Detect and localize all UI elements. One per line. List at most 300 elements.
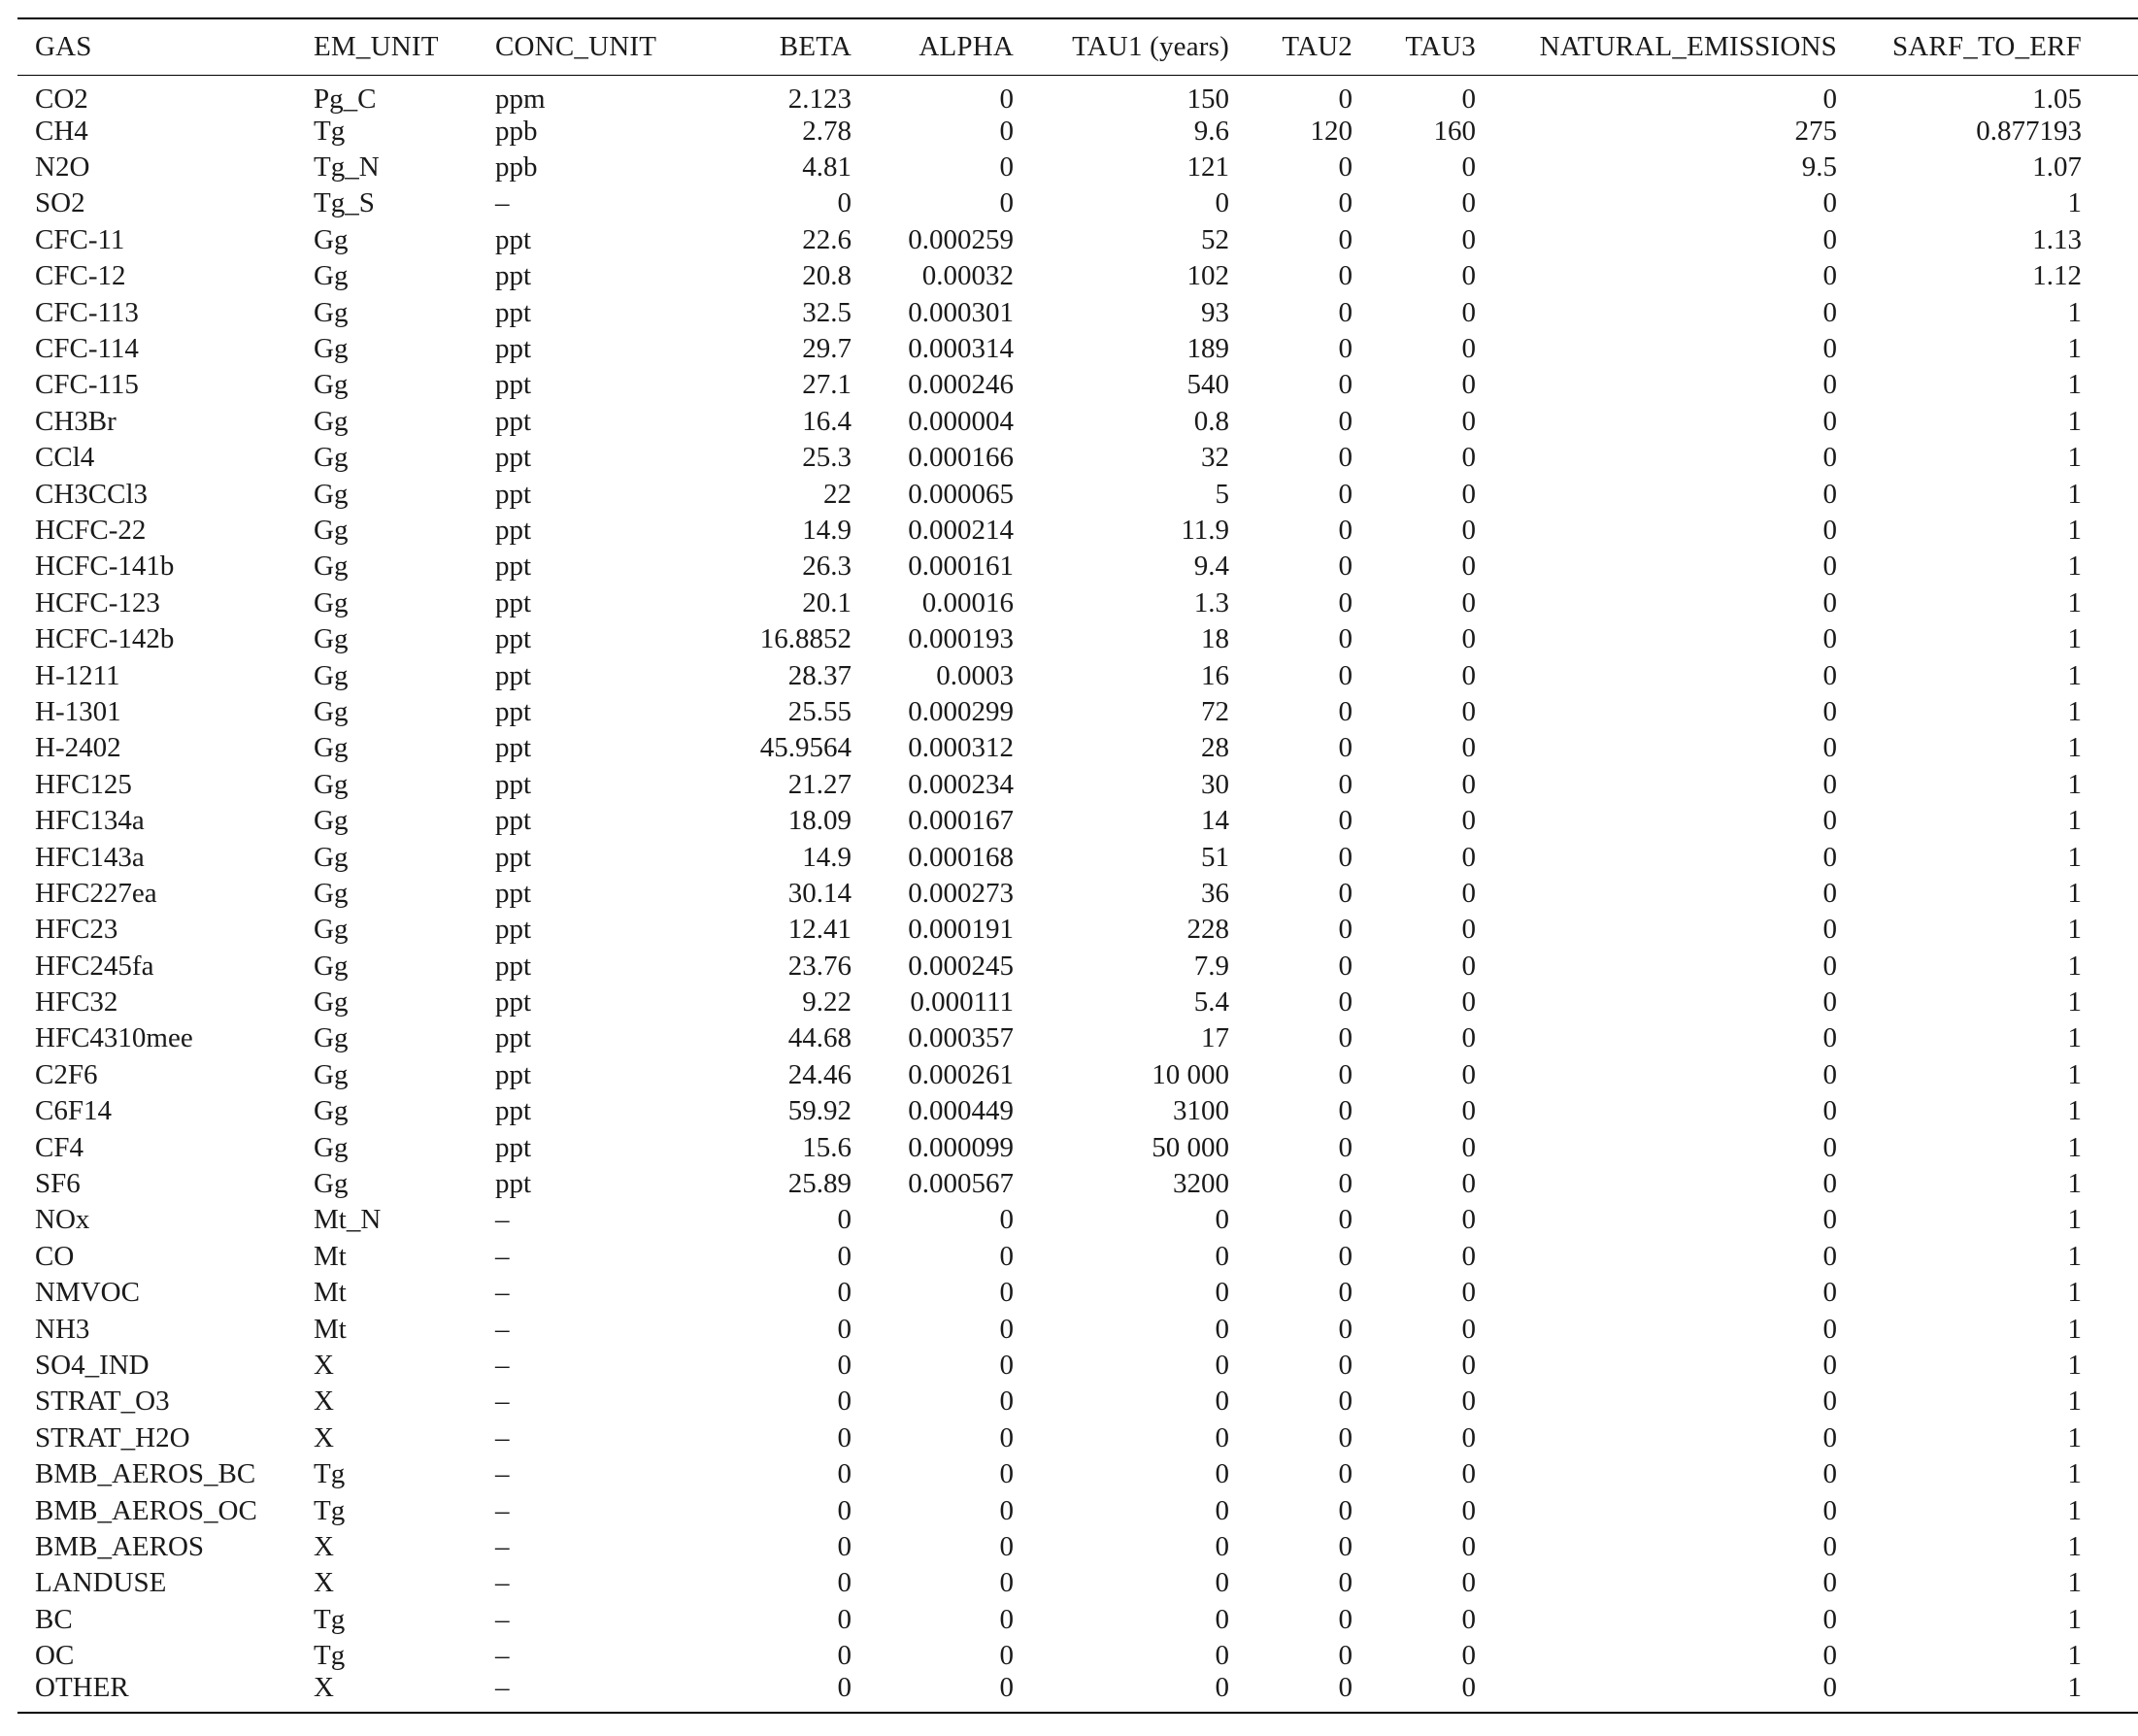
table-cell-natural-emissions: 0 [1822,623,1837,655]
table-cell-sarf-to-erf: 1 [2067,1385,2082,1418]
table-row [17,1202,2138,1238]
table-cell-tau1: 5.4 [1193,986,1229,1018]
table-cell-alpha: 0.000449 [908,1095,1014,1127]
table-cell-tau3: 0 [1461,659,1476,691]
table-row [17,185,2138,221]
table-cell-conc-unit: ppt [495,1131,532,1163]
table-cell-tau1: 14 [1201,805,1229,837]
table-cell-em-unit: Gg [314,732,349,764]
table-cell-tau1: 52 [1201,223,1229,255]
table-cell-natural-emissions: 0 [1822,1095,1837,1127]
table-cell-tau1: 5 [1215,478,1229,510]
table-cell-conc-unit: ppt [495,986,532,1018]
table-row [17,1602,2138,1638]
table-cell-beta: 0 [837,1530,852,1562]
table-cell-beta: 0 [837,1640,852,1672]
table-cell-tau2: 0 [1338,659,1353,691]
table-cell-tau1: 121 [1186,151,1229,184]
table-cell-tau3: 0 [1461,586,1476,618]
table-cell-gas: BMB_AEROS [35,1530,205,1562]
table-cell-sarf-to-erf: 1 [2067,950,2082,982]
table-cell-gas: HFC134a [35,805,145,837]
table-cell-tau3: 0 [1461,369,1476,401]
table-row [17,75,2138,114]
table-cell-beta: 25.55 [787,695,852,727]
table-cell-natural-emissions: 0 [1822,1421,1837,1453]
table-cell-beta: 18.09 [787,805,852,837]
table-cell-tau3: 0 [1461,405,1476,437]
table-cell-conc-unit: ppt [495,1058,532,1090]
table-cell-gas: CFC-114 [35,333,139,365]
table-cell-beta: 12.41 [787,914,852,946]
table-cell-tau3: 0 [1461,223,1476,255]
table-row [17,294,2138,330]
table-cell-beta: 0 [837,1567,852,1599]
table-cell-tau2: 0 [1338,151,1353,184]
table-cell-natural-emissions: 0 [1822,442,1837,474]
table-cell-conc-unit: ppt [495,732,532,764]
table-cell-tau2: 0 [1338,586,1353,618]
table-row [17,476,2138,512]
table-cell-em-unit: Tg [314,1458,346,1490]
table-cell-conc-unit: ppm [495,83,546,115]
table-row [17,222,2138,258]
table-cell-gas: NH3 [35,1313,90,1345]
table-cell-conc-unit: ppt [495,223,532,255]
table-cell-gas: C2F6 [35,1058,98,1090]
table-cell-sarf-to-erf: 1 [2067,586,2082,618]
table-cell-beta: 2.78 [802,115,852,147]
table-cell-sarf-to-erf: 1 [2067,1095,2082,1127]
table-row [17,1420,2138,1456]
table-cell-gas: C6F14 [35,1095,112,1127]
table-cell-tau1: 0 [1215,1530,1229,1562]
table-cell-sarf-to-erf: 1.13 [2032,223,2082,255]
table-cell-beta: 25.3 [802,442,852,474]
table-cell-em-unit: Gg [314,1168,349,1200]
gas-parameter-table-container [17,17,2082,1714]
table-cell-em-unit: Gg [314,768,349,800]
table-cell-tau1: 10 000 [1152,1058,1229,1090]
table-cell-natural-emissions: 0 [1822,1058,1837,1090]
table-cell-tau3: 0 [1461,1421,1476,1453]
table-cell-tau3: 0 [1461,695,1476,727]
table-cell-tau3: 0 [1461,805,1476,837]
table-cell-sarf-to-erf: 1 [2067,478,2082,510]
table-cell-em-unit: Gg [314,1095,349,1127]
table-cell-tau1: 189 [1186,333,1229,365]
table-cell-conc-unit: ppt [495,695,532,727]
table-cell-em-unit: Mt_N [314,1204,382,1236]
table-cell-gas: CFC-115 [35,369,139,401]
table-cell-beta: 0 [837,187,852,219]
table-cell-gas: OC [35,1640,75,1672]
table-cell-conc-unit: – [495,1603,510,1635]
table-cell-natural-emissions: 0 [1822,83,1837,115]
table-cell-conc-unit: ppt [495,659,532,691]
table-cell-alpha: 0.000312 [908,732,1014,764]
table-cell-gas: SF6 [35,1168,81,1200]
table-cell-gas: CF4 [35,1131,84,1163]
table-cell-em-unit: Gg [314,586,349,618]
table-cell-tau1: 0.8 [1193,405,1229,437]
table-row [17,1311,2138,1347]
table-cell-em-unit: Tg_S [314,187,375,219]
table-cell-sarf-to-erf: 1.05 [2032,83,2082,115]
table-cell-beta: 0 [837,1421,852,1453]
table-cell-natural-emissions: 0 [1822,1603,1837,1635]
table-cell-tau2: 0 [1338,369,1353,401]
table-cell-tau1: 28 [1201,732,1229,764]
table-cell-natural-emissions: 275 [1794,115,1837,147]
table-cell-sarf-to-erf: 1 [2067,1240,2082,1272]
table-cell-tau1: 11.9 [1181,514,1229,546]
table-cell-conc-unit: ppt [495,805,532,837]
table-cell-em-unit: Gg [314,296,349,328]
table-cell-conc-unit: – [495,1567,510,1599]
table-cell-natural-emissions: 0 [1822,1277,1837,1309]
table-cell-sarf-to-erf: 1 [2067,1603,2082,1635]
table-cell-gas: HCFC-22 [35,514,147,546]
table-cell-beta: 0 [837,1277,852,1309]
table-cell-alpha: 0 [999,1240,1014,1272]
table-cell-beta: 27.1 [802,369,852,401]
table-cell-alpha: 0 [999,1277,1014,1309]
table-cell-alpha: 0 [999,1458,1014,1490]
table-cell-em-unit: Tg_N [314,151,380,184]
table-cell-natural-emissions: 0 [1822,805,1837,837]
table-cell-tau1: 228 [1186,914,1229,946]
table-cell-natural-emissions: 0 [1822,1494,1837,1526]
table-cell-alpha: 0.000191 [908,914,1014,946]
table-header [17,18,2138,75]
table-cell-em-unit: Gg [314,914,349,946]
table-row [17,767,2138,803]
table-cell-tau1: 7.9 [1193,950,1229,982]
table-cell-conc-unit: ppt [495,551,532,583]
table-cell-alpha: 0 [999,83,1014,115]
table-cell-em-unit: Pg_C [314,83,377,115]
table-cell-tau3: 0 [1461,1640,1476,1672]
table-cell-tau1: 32 [1201,442,1229,474]
table-body [17,75,2138,1713]
table-cell-sarf-to-erf: 1 [2067,623,2082,655]
table-cell-sarf-to-erf: 1 [2067,986,2082,1018]
table-cell-tau2: 0 [1338,1421,1353,1453]
table-cell-natural-emissions: 0 [1822,659,1837,691]
table-cell-sarf-to-erf: 1 [2067,1349,2082,1381]
table-cell-beta: 0 [837,1385,852,1418]
table-cell-alpha: 0.000166 [908,442,1014,474]
table-cell-em-unit: Gg [314,659,349,691]
table-cell-tau2: 0 [1338,405,1353,437]
table-cell-natural-emissions: 0 [1822,551,1837,583]
table-cell-sarf-to-erf: 1 [2067,659,2082,691]
table-cell-alpha: 0.00016 [921,586,1014,618]
table-cell-sarf-to-erf: 1 [2067,1494,2082,1526]
table-cell-em-unit: Gg [314,514,349,546]
table-cell-em-unit: Gg [314,369,349,401]
table-cell-tau1: 0 [1215,1640,1229,1672]
table-cell-tau2: 0 [1338,442,1353,474]
table-cell-tau3: 0 [1461,187,1476,219]
table-cell-tau1: 30 [1201,768,1229,800]
table-row [17,1565,2138,1601]
table-cell-em-unit: Gg [314,805,349,837]
table-cell-tau3: 0 [1461,1494,1476,1526]
table-cell-beta: 32.5 [802,296,852,328]
table-cell-tau2: 0 [1338,1640,1353,1672]
table-cell-alpha: 0 [999,1385,1014,1418]
table-cell-natural-emissions: 0 [1822,1168,1837,1200]
table-cell-sarf-to-erf: 1.12 [2032,260,2082,292]
table-cell-tau1: 0 [1215,1603,1229,1635]
table-cell-beta: 2.123 [787,83,852,115]
table-cell-natural-emissions: 0 [1822,877,1837,909]
table-cell-conc-unit: – [495,1349,510,1381]
table-cell-gas: CO [35,1240,75,1272]
table-cell-natural-emissions: 0 [1822,1204,1837,1236]
table-cell-natural-emissions: 0 [1822,695,1837,727]
table-cell-sarf-to-erf: 1 [2067,551,2082,583]
table-cell-beta: 9.22 [802,986,852,1018]
table-cell-tau2: 0 [1338,260,1353,292]
table-cell-tau3: 0 [1461,333,1476,365]
table-cell-beta: 45.9564 [759,732,852,764]
table-cell-em-unit: Gg [314,841,349,873]
table-cell-beta: 29.7 [802,333,852,365]
table-cell-alpha: 0 [999,1494,1014,1526]
table-cell-tau2: 0 [1338,514,1353,546]
table-row [17,404,2138,440]
table-cell-alpha: 0.0003 [936,659,1014,691]
table-cell-em-unit: X [314,1530,334,1562]
table-cell-sarf-to-erf: 1.07 [2032,151,2082,184]
table-cell-tau2: 0 [1338,1131,1353,1163]
table-cell-alpha: 0.000245 [908,950,1014,982]
table-cell-tau3: 0 [1461,478,1476,510]
table-cell-beta: 0 [837,1313,852,1345]
table-cell-sarf-to-erf: 1 [2067,514,2082,546]
table-cell-beta: 0 [837,1349,852,1381]
table-cell-conc-unit: – [495,1494,510,1526]
table-cell-tau2: 0 [1338,950,1353,982]
table-cell-gas: LANDUSE [35,1567,167,1599]
table-cell-tau1: 36 [1201,877,1229,909]
table-cell-natural-emissions: 0 [1822,296,1837,328]
table-cell-alpha: 0 [999,151,1014,184]
table-cell-gas: STRAT_O3 [35,1385,170,1418]
table-row [17,876,2138,912]
table-cell-gas: HFC4310mee [35,1022,193,1054]
table-cell-em-unit: Tg [314,1640,346,1672]
table-cell-tau1: 3100 [1173,1095,1229,1127]
table-cell-conc-unit: ppt [495,914,532,946]
table-cell-natural-emissions: 0 [1822,1640,1837,1672]
table-cell-alpha: 0.000111 [910,986,1014,1018]
table-cell-beta: 0 [837,1240,852,1272]
table-cell-conc-unit: ppt [495,623,532,655]
table-cell-tau2: 0 [1338,1022,1353,1054]
table-cell-tau1: 72 [1201,695,1229,727]
table-cell-em-unit: Gg [314,1058,349,1090]
table-row [17,258,2138,294]
table-cell-em-unit: X [314,1421,334,1453]
table-cell-gas: HFC143a [35,841,145,873]
table-cell-gas: CFC-12 [35,260,126,292]
table-cell-gas: CFC-11 [35,223,125,255]
table-cell-gas: SO2 [35,187,85,219]
table-cell-alpha: 0.000567 [908,1168,1014,1200]
column-header-tau1: TAU1 (years) [1019,18,1235,75]
table-cell-tau2: 0 [1338,1530,1353,1562]
table-row [17,1275,2138,1311]
table-cell-natural-emissions: 0 [1822,260,1837,292]
table-cell-beta: 0 [724,1674,857,1713]
table-cell-tau1: 0 [1215,1458,1229,1490]
table-cell-beta: 0 [837,1603,852,1635]
table-cell-alpha: 0.000161 [908,551,1014,583]
table-cell-tau1: 0 [1215,187,1229,219]
table-cell-gas: HCFC-141b [35,551,175,583]
table-cell-tau1: 0 [1215,1277,1229,1309]
table-cell-tau2: 0 [1338,805,1353,837]
table-cell-natural-emissions: 0 [1822,1385,1837,1418]
table-cell-conc-unit: – [495,1530,510,1562]
table-cell-em-unit: Gg [314,333,349,365]
table-cell-conc-unit: – [495,1313,510,1345]
table-cell-tau1: 102 [1186,260,1229,292]
table-cell-tau1: 50 000 [1152,1131,1229,1163]
table-cell-alpha: 0 [999,1603,1014,1635]
table-cell-sarf-to-erf: 1 [2067,442,2082,474]
table-cell-tau2: 0 [1235,1674,1358,1713]
table-cell-tau3: 0 [1461,1277,1476,1309]
table-cell-tau2: 0 [1338,1494,1353,1526]
table-cell-gas: H-1211 [35,659,120,691]
table-cell-natural-emissions: 0 [1822,1458,1837,1490]
table-cell-gas: NOx [35,1204,90,1236]
table-cell-tau2: 0 [1338,1240,1353,1272]
table-cell-conc-unit: ppt [495,586,532,618]
table-row [17,694,2138,730]
table-cell-alpha: 0.000246 [908,369,1014,401]
table-cell-sarf-to-erf: 1 [2067,805,2082,837]
table-cell-gas: CO2 [35,83,88,115]
table-cell-natural-emissions: 0 [1822,1567,1837,1599]
table-cell-beta: 28.37 [787,659,852,691]
table-row [17,1638,2138,1674]
column-header-conc-unit: CONC_UNIT [489,18,724,75]
table-cell-em-unit: X [308,1674,489,1713]
table-cell-em-unit: Gg [314,877,349,909]
table-cell-tau3: 0 [1461,1240,1476,1272]
table-row [17,440,2138,476]
table-cell-sarf-to-erf: 1 [2067,914,2082,946]
table-cell-em-unit: Gg [314,260,349,292]
table-cell-tau3: 0 [1358,1674,1482,1713]
table-cell-tau2: 120 [1310,115,1353,147]
table-cell-natural-emissions: 0 [1822,768,1837,800]
table-cell-em-unit: Tg [314,115,346,147]
table-cell-conc-unit: ppt [495,950,532,982]
table-cell-alpha: 0.000168 [908,841,1014,873]
table-cell-tau1: 150 [1186,83,1229,115]
table-cell-natural-emissions: 0 [1822,405,1837,437]
table-cell-beta: 0 [837,1458,852,1490]
table-cell-conc-unit: – [495,187,510,219]
table-cell-alpha: 0.000167 [908,805,1014,837]
table-cell-conc-unit: ppb [495,115,538,147]
table-cell-tau3: 0 [1461,514,1476,546]
table-cell-alpha: 0 [999,1567,1014,1599]
table-cell-tau2: 0 [1338,1567,1353,1599]
table-cell-tau1: 0 [1215,1349,1229,1381]
table-cell-gas: CFC-113 [35,296,139,328]
table-cell-natural-emissions: 0 [1822,1022,1837,1054]
gas-parameter-table [17,17,2138,1714]
table-row [17,1020,2138,1056]
table-cell-tau2: 0 [1338,1058,1353,1090]
table-cell-alpha: 0 [999,187,1014,219]
table-cell-tau2: 0 [1338,732,1353,764]
table-cell-tau3: 0 [1461,950,1476,982]
table-cell-gas: CCl4 [35,442,95,474]
table-cell-conc-unit: – [495,1204,510,1236]
table-row [17,549,2138,584]
table-row [17,367,2138,403]
table-cell-tau2: 0 [1338,1095,1353,1127]
table-cell-tau1: 0 [1215,1240,1229,1272]
table-cell-natural-emissions: 0 [1822,514,1837,546]
table-cell-beta: 22 [823,478,852,510]
table-cell-alpha: 0 [999,1640,1014,1672]
table-cell-tau2: 0 [1338,877,1353,909]
table-cell-conc-unit: – [495,1421,510,1453]
table-row [17,1529,2138,1565]
table-row [17,803,2138,839]
table-cell-alpha: 0.000273 [908,877,1014,909]
table-cell-conc-unit: ppt [495,514,532,546]
table-cell-em-unit: Mt [314,1240,347,1272]
table-cell-natural-emissions: 0 [1822,1131,1837,1163]
table-cell-tau3: 0 [1461,1349,1476,1381]
table-row [17,1348,2138,1384]
table-cell-natural-emissions: 0 [1822,369,1837,401]
table-cell-em-unit: Gg [314,1131,349,1163]
table-cell-tau3: 0 [1461,83,1476,115]
table-cell-alpha: 0 [857,1674,1019,1713]
table-cell-tau2: 0 [1338,1349,1353,1381]
table-cell-alpha: 0.000261 [908,1058,1014,1090]
table-cell-gas: BMB_AEROS_OC [35,1494,257,1526]
table-cell-beta: 16.8852 [759,623,852,655]
table-cell-tau3: 0 [1461,768,1476,800]
table-cell-tau3: 0 [1461,1603,1476,1635]
table-cell-gas: N2O [35,151,90,184]
table-cell-tau1: 0 [1215,1567,1229,1599]
table-cell-tau3: 0 [1461,151,1476,184]
table-row [17,657,2138,693]
table-cell-tau1: 9.4 [1193,551,1229,583]
table-cell-sarf-to-erf: 1 [2067,1131,2082,1163]
table-row [17,331,2138,367]
table-row [17,1057,2138,1093]
table-cell-alpha: 0 [999,1204,1014,1236]
table-cell-sarf-to-erf: 1 [2067,1022,2082,1054]
table-cell-gas: HCFC-142b [35,623,175,655]
table-header-row [17,18,2138,75]
